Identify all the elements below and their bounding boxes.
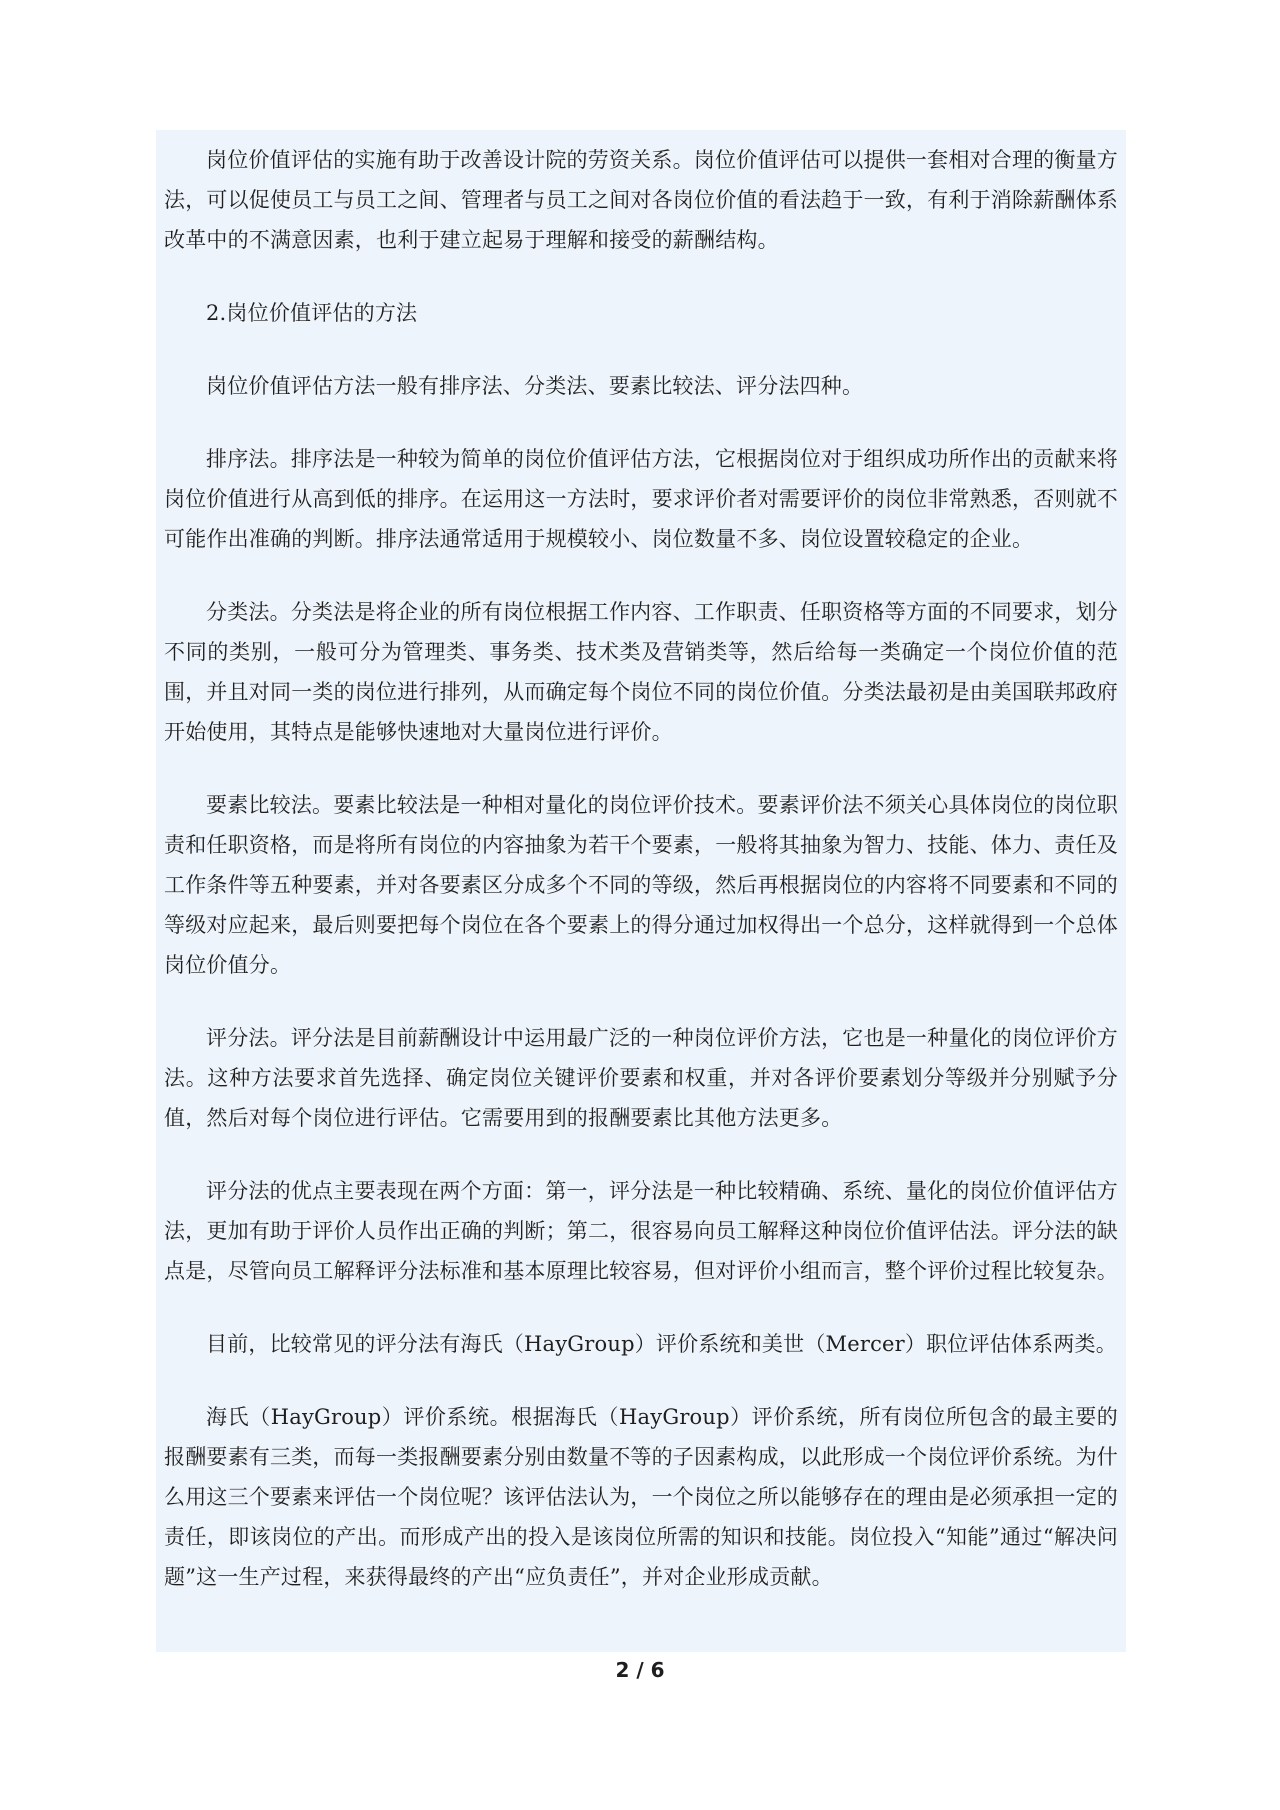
- document-body: [156, 130, 1126, 1652]
- paragraph-labor-relations: 岗位价值评估的实施有助于改善设计院的劳资关系。岗位价值评估可以提供一套相对合理的衡量方法，可以促使员工与员工之间、管理者与员工之间对各岗位价值的看法趋于一致，有利于消除薪酬体系改革中的不满意因素，也利于建立起易于理解和接受的薪酬结构。: [164, 148, 1118, 252]
- paragraph-common-systems: 目前，比较常见的评分法有海氏（HayGroup）评价系统和美世（Mercer）职位评估体系两类。: [206, 1332, 1117, 1356]
- paragraph-classification-method: 分类法。分类法是将企业的所有岗位根据工作内容、工作职责、任职资格等方面的不同要求，划分不同的类别，一般可分为管理类、事务类、技术类及营销类等，然后给每一类确定一个岗位价值的范围，并且对同一类的岗位进行排列，从而确定每个岗位不同的岗位价值。分类法最初是由美国联邦政府开始使用，其特点是能够快速地对大量岗位进行评价。: [164, 600, 1118, 744]
- paragraph-methods-overview: 岗位价值评估方法一般有排序法、分类法、要素比较法、评分法四种。: [206, 374, 864, 398]
- paragraph-ranking-method: 排序法。排序法是一种较为简单的岗位价值评估方法，它根据岗位对于组织成功所作出的贡献来将岗位价值进行从高到低的排序。在运用这一方法时，要求评价者对需要评价的岗位非常熟悉，否则就不可能作出准确的判断。排序法通常适用于规模较小、岗位数量不多、岗位设置较稳定的企业。: [164, 447, 1118, 551]
- section-heading-methods: 2.岗位价值评估的方法: [206, 301, 418, 325]
- paragraph-point-method: 评分法。评分法是目前薪酬设计中运用最广泛的一种岗位评价方法，它也是一种量化的岗位评价方法。这种方法要求首先选择、确定岗位关键评价要素和权重，并对各评价要素划分等级并分别赋予分值，然后对每个岗位进行评估。它需要用到的报酬要素比其他方法更多。: [164, 1026, 1118, 1130]
- paragraph-point-method-pros-cons: 评分法的优点主要表现在两个方面：第一，评分法是一种比较精确、系统、量化的岗位价值评估方法，更加有助于评价人员作出正确的判断；第二，很容易向员工解释这种岗位价值评估法。评分法的缺点是，尽管向员工解释评分法标准和基本原理比较容易，但对评价小组而言，整个评价过程比较复杂。: [164, 1179, 1118, 1283]
- paragraph-haygroup-system: 海氏（HayGroup）评价系统。根据海氏（HayGroup）评价系统，所有岗位所包含的最主要的报酬要素有三类，而每一类报酬要素分别由数量不等的子因素构成，以此形成一个岗位评价系统。为什么用这三个要素来评估一个岗位呢？该评估法认为，一个岗位之所以能够存在的理由是必须承担一定的责任，即该岗位的产出。而形成产出的投入是该岗位所需的知识和技能。岗位投入“知能”通过“解决问题”这一生产过程，来获得最终的产出“应负责任”，并对企业形成贡献。: [164, 1405, 1118, 1589]
- page-number: 2 / 6: [615, 1658, 665, 1682]
- paragraph-factor-comparison-method: 要素比较法。要素比较法是一种相对量化的岗位评价技术。要素评价法不须关心具体岗位的岗位职责和任职资格，而是将所有岗位的内容抽象为若干个要素，一般将其抽象为智力、技能、体力、责任及工作条件等五种要素，并对各要素区分成多个不同的等级，然后再根据岗位的内容将不同要素和不同的等级对应起来，最后则要把每个岗位在各个要素上的得分通过加权得出一个总分，这样就得到一个总体岗位价值分。: [164, 793, 1118, 977]
